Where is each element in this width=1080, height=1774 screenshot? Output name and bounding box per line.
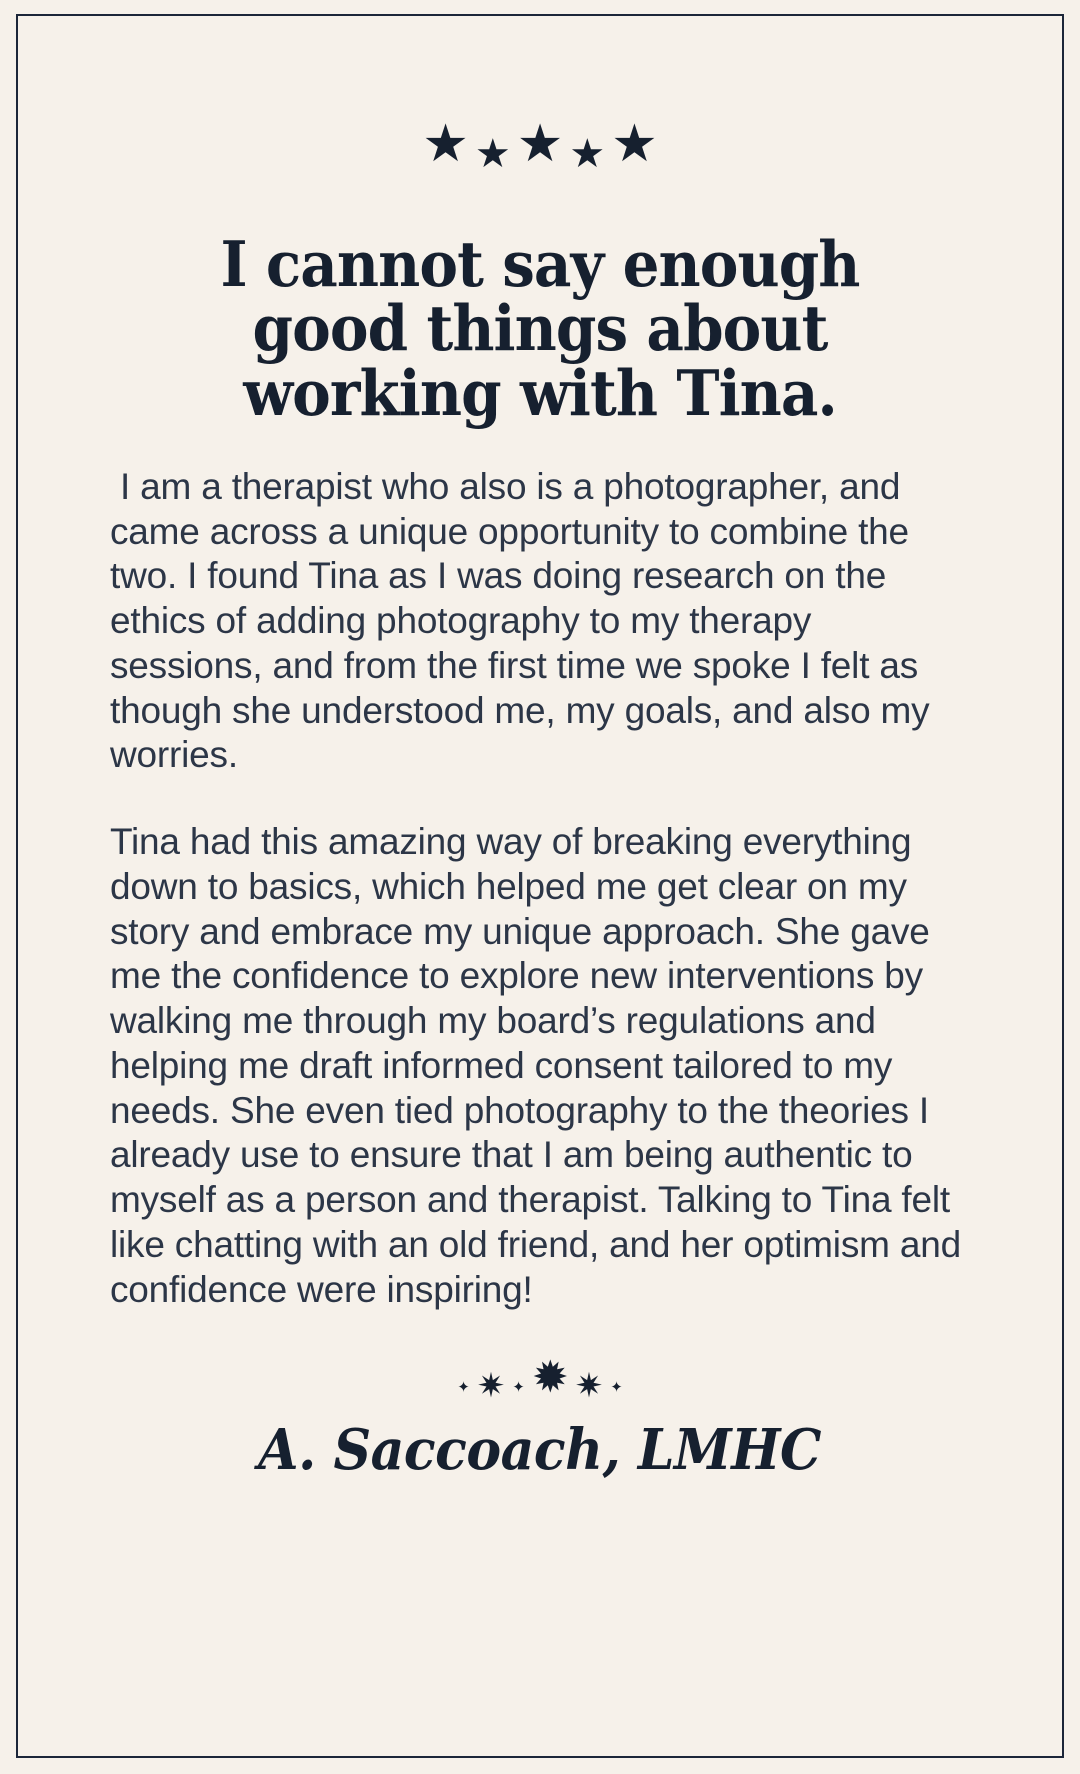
sparkle-divider xyxy=(453,1352,627,1407)
testimonial-paragraph: Tina had this amazing way of breaking everything down to basics, which helped me get clear on my story and embrace my unique approach. She gave me the confidence to explore new interventions by walking me through my board’s regulations and helping me draft informed consent tailored to my needs. She even tied photography to the theories I already use to ensure that I am being authentic to myself as a person and therapist. Talking to Tina felt like chatting with an old friend, and her optimism and confidence were inspiring! xyxy=(110,821,961,1310)
card-border-frame xyxy=(16,14,1064,1758)
testimonial-paragraph: I am a therapist who also is a photographer, and came across a unique opportunity to combine the two. I found Tina as I was doing research on the ethics of adding photography to my therapy sessions, and from the first time we spoke I felt as though she understood me, my goals, and also my worries. xyxy=(110,465,930,776)
page-title: I cannot say enough good things about working with Tina. xyxy=(220,227,860,430)
attribution: A. Saccoach, LMHC xyxy=(258,1416,822,1483)
sparkle-icon: ✹ xyxy=(531,1352,569,1402)
testimonial-body xyxy=(110,465,970,1313)
star-icon: ★ xyxy=(422,115,469,173)
sparkle-icon: ✦ xyxy=(610,1379,623,1397)
sparkle-icon: ✷ xyxy=(476,1366,506,1405)
star-rating xyxy=(418,114,662,174)
star-icon: ★ xyxy=(569,132,606,176)
sparkle-icon: ✦ xyxy=(457,1379,470,1397)
star-icon: ★ xyxy=(611,115,658,173)
sparkle-icon: ✷ xyxy=(574,1366,604,1405)
star-icon: ★ xyxy=(516,115,564,173)
sparkle-icon: ✦ xyxy=(512,1379,525,1397)
star-icon: ★ xyxy=(474,132,511,176)
